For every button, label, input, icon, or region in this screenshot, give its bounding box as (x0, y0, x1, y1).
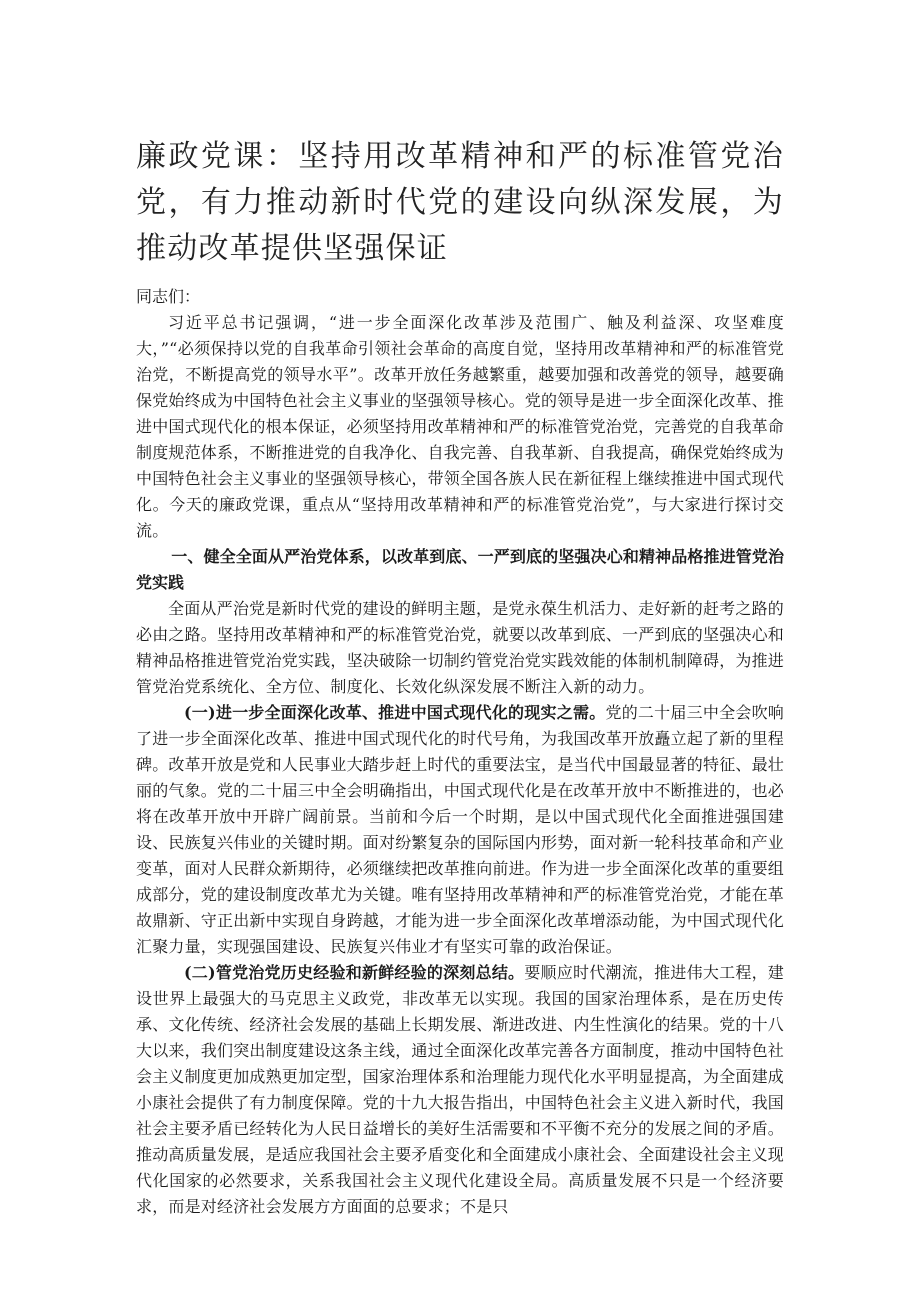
greeting: 同志们： (136, 287, 201, 306)
subsection-2-paragraph (136, 960, 784, 1220)
document-title: 廉政党课：坚持用改革精神和严的标准管党治党，有力推动新时代党的建设向纵深发展，为推动改革提供坚强保证 (136, 139, 784, 266)
section-1-paragraph: 全面从严治党是新时代党的建设的鲜明主题，是党永葆生机活力、走好新的赶考之路的必由之路。坚持用改革精神和严的标准管党治党，就要以改革到底、一严到底的坚强决心和精神品格推进管党治党实践，坚决破除一切制约管党治党实践效能的体制机制障碍，为推进管党治党系统化、全方位、制度化、长效化纵深发展不断注入新的动力。 (136, 599, 785, 696)
intro-paragraph: 习近平总书记强调，“进一步全面深化改革涉及范围广、触及利益深、攻坚难度大，”“必须保持以党的自我革命引领社会革命的高度自觉，坚持用改革精神和严的标准管党治党，不断提高党的领导水平”。改革开放任务越繁重，越要加强和改善党的领导，越要确保党始终成为中国特色社会主义事业的坚强领导核心。党的领导是进一步全面深化改革、推进中国式现代化的根本保证，必须坚持用改革精神和严的标准管党治党，完善党的自我革命制度规范体系，不断推进党的自我净化、自我完善、自我革新、自我提高，确保党始终成为中国特色社会主义事业的坚强领导核心，带领全国各族人民在新征程上继续推进中国式现代化。今天的廉政党课，重点从“坚持用改革精神和严的标准管党治党”，与大家进行探讨交流。 (136, 313, 785, 540)
subsection-2-lead: (二)管党治党历史经验和新鲜经验的深刻总结。 (184, 963, 525, 982)
subsection-2-text: 要顺应时代潮流，推进伟大工程，建设世界上最强大的马克思主义政党，非改革无以实现。我国的国家治理体系，是在历史传承、文化传统、经济社会发展的基础上长期发展、渐进改进、内生性演化的结果。党的十八大以来，我们突出制度建设这条主线，通过全面深化改革完善各方面制度，推动中国特色社会主义制度更加成熟更加定型，国家治理体系和治理能力现代化水平明显提高，为全面建成小康社会提供了有力制度保障。党的十九大报告指出，中国特色社会主义进入新时代，我国社会主要矛盾已经转化为人民日益增长的美好生活需要和不平衡不充分的发展之间的矛盾。推动高质量发展，是适应我国社会主要矛盾变化和全面建成小康社会、全面建设社会主义现代化国家的必然要求，关系我国社会主义现代化建设全局。高质量发展不只是一个经济要求，而是对经济社会发展方方面面的总要求；不是只 (136, 963, 785, 1216)
document-page (136, 134, 784, 1220)
section-1-heading: 一、健全全面从严治党体系，以改革到底、一严到底的坚强决心和精神品格推进管党治党实践 (136, 547, 784, 592)
subsection-1-text: 党的二十届三中全会吹响了进一步全面深化改革、推进中国式现代化的时代号角，为我国改革开放矗立起了新的里程碑。改革开放是党和人民事业大踏步赶上时代的重要法宝，是当代中国最显著的特征、最壮丽的气象。党的二十届三中全会明确指出，中国式现代化是在改革开放中不断推进的，也必将在改革开放中开辟广阔前景。当前和今后一个时期，是以中国式现代化全面推进强国建设、民族复兴伟业的关键时期。面对纷繁复杂的国际国内形势，面对新一轮科技革命和产业变革，面对人民群众新期待，必须继续把改革推向前进。作为进一步全面深化改革的重要组成部分，党的建设制度改革尤为关键。唯有坚持用改革精神和严的标准管党治党，才能在革故鼎新、守正出新中实现自身跨越，才能为进一步全面深化改革增添动能，为中国式现代化汇聚力量，实现强国建设、民族复兴伟业才有坚实可靠的政治保证。 (136, 703, 785, 956)
subsection-1-paragraph (136, 700, 784, 960)
subsection-1-lead: (一)进一步全面深化改革、推进中国式现代化的现实之需。 (184, 703, 606, 722)
